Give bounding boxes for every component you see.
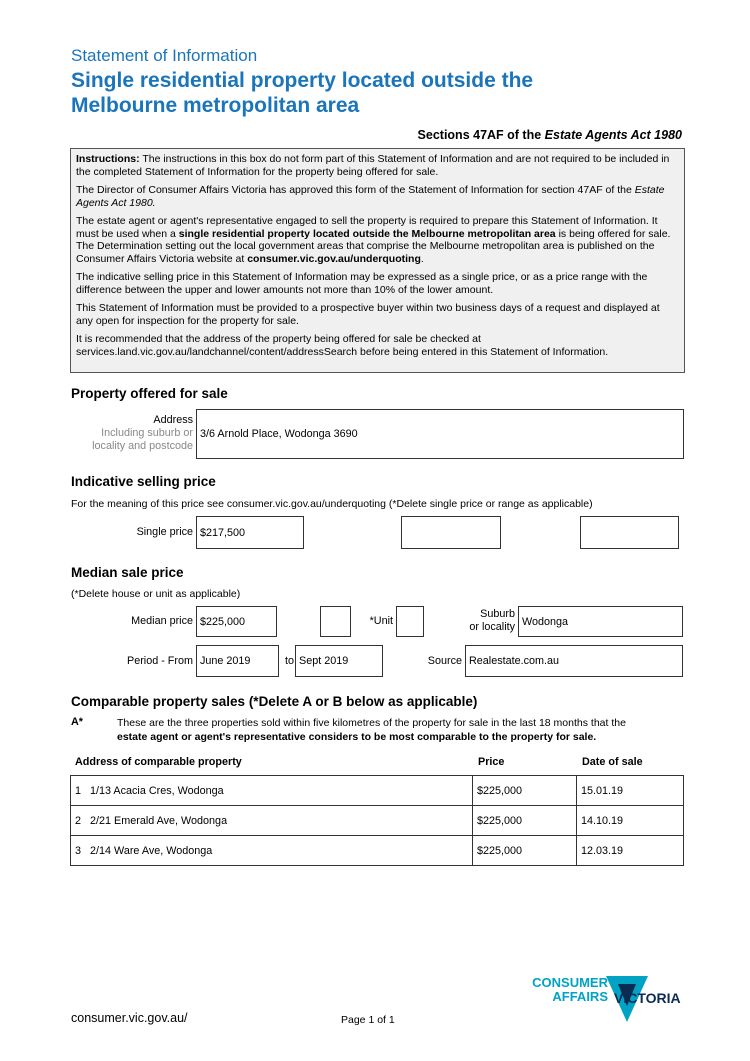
date-cell[interactable]: 12.03.19 [577,836,684,866]
col-date-header: Date of sale [582,756,643,768]
range-upper-field[interactable] [580,516,679,549]
row-number: 2 [75,814,82,827]
unit-label: *Unit [369,615,393,627]
median-note: (*Delete house or unit as applicable) [71,588,241,600]
address-cell[interactable] [71,836,473,866]
act-reference [418,128,682,142]
address-hint-2: locality and postcode [92,440,193,452]
address-label-block [80,414,193,453]
suburb-label [440,608,515,634]
instructions-p2 [76,184,679,209]
source-field[interactable]: Realestate.com.au [465,645,683,677]
row-number: 3 [75,844,82,857]
date-cell[interactable]: 14.10.19 [577,806,684,836]
logo-victoria: VICTORIA [614,990,681,1006]
source-label: Source [427,655,462,667]
period-from-field[interactable]: June 2019 [196,645,279,677]
price-cell[interactable]: $225,000 [473,806,577,836]
range-lower-field[interactable] [401,516,501,549]
instructions-act-italic: Estate Agents Act 1980. [76,184,665,209]
date-cell[interactable]: 15.01.19 [577,776,684,806]
indicative-note: For the meaning of this price see consumer.vic.gov.au/underquoting (*Delete single price or range as applicable) [71,498,593,510]
comparable-table [70,775,684,866]
address-cell[interactable] [71,776,473,806]
instructions-p4: The indicative selling price in this Statement of Information may be expressed as a single price, or as a price range with the difference between the upper and lower amounts not more than 10% of the lower amount. [76,271,648,296]
instructions-p6: It is recommended that the address of the property being offered for sale be checked at services.land.vic.gov.au/landchannel/content/addressSearch before being entered in this Statement of Information. [76,333,609,358]
address-cell[interactable] [71,806,473,836]
row-address: 2/14 Ware Ave, Wodonga [90,844,213,857]
comparable-heading: Comparable property sales (*Delete A or B below as applicable) [71,694,478,709]
col-address-header: Address of comparable property [75,756,242,768]
instructions-p3: The estate agent or agent's representative engaged to sell the property is required to prepare this Statement of Information. It must be used when a single residential property located outside the Melbourne metropolitan area is being offered for sale. The Determination setting out the local government areas that comprise the Melbourne metropolitan area is published on the Consumer Affairs Victoria website at consumer.vic.gov.au/underquoting. [76,215,671,265]
period-from-label: Period - From [127,655,193,667]
period-to-field[interactable]: Sept 2019 [295,645,383,677]
form-title [71,68,533,118]
instructions-text-2: The Director of Consumer Affairs Victoria has approved this form of the Statement of Information for section 47AF of the [76,184,632,196]
title-line-1: Single residential property located outside the [71,69,534,92]
col-price-header: Price [478,756,505,768]
instructions-box [70,148,685,373]
address-label: Address [153,414,193,426]
instructions-label: Instructions: [76,153,140,165]
logo-consumer: CONSUMER [532,975,608,990]
option-a-label: A* [71,716,83,728]
single-price-label: Single price [136,526,193,538]
suburb-label-1: Suburb [480,608,515,620]
property-heading: Property offered for sale [71,386,228,401]
logo-affairs: AFFAIRS [552,989,608,1004]
row-address: 2/21 Emerald Ave, Wodonga [90,814,228,827]
form-subtitle: Statement of Information [71,46,258,65]
price-cell[interactable]: $225,000 [473,776,577,806]
instructions-text-1: The instructions in this box do not form part of this Statement of Information and are not required to be included in the completed Statement of Information for the property being offered for sale. [76,153,670,178]
row-address: 1/13 Acacia Cres, Wodonga [90,784,224,797]
price-cell[interactable]: $225,000 [473,836,577,866]
indicative-heading: Indicative selling price [71,474,216,489]
underquoting-link[interactable]: consumer.vic.gov.au/underquoting [247,252,421,265]
median-price-field[interactable]: $225,000 [196,606,277,637]
median-price-label: Median price [131,615,193,627]
suburb-label-2: or locality [469,621,515,633]
title-line-2: Melbourne metropolitan area [71,94,360,117]
option-a-text [117,716,687,744]
instructions-text-3b: is being offered for sale. The Determination setting out the local government areas that comprise the Melbourne metropolitan area is published on the Consumer Affairs Victoria website at [76,227,671,265]
row-number: 1 [75,784,82,797]
house-checkbox[interactable] [320,606,351,637]
instructions-p5: This Statement of Information must be provided to a prospective buyer within two business days of a request and displayed at any open for inspection for the property for sale. [76,302,660,327]
table-row [71,836,684,866]
table-row [71,776,684,806]
table-row [71,806,684,836]
median-heading: Median sale price [71,565,184,580]
option-a-text-2: estate agent or agent's representative considers to be most comparable to the property for sale. [117,731,597,743]
footer-url[interactable]: consumer.vic.gov.au/ [71,1011,188,1025]
period-to-label: to [284,655,294,667]
unit-checkbox[interactable] [396,606,424,637]
instructions-text-3-bold: single residential property located outside the Melbourne metropolitan area [178,227,556,240]
consumer-affairs-victoria-logo [514,976,689,1026]
page-number: Page 1 of 1 [341,1014,395,1026]
single-price-field[interactable]: $217,500 [196,516,304,549]
instructions-p1 [76,153,679,178]
instructions-text-3a: The estate agent or agent's representative engaged to sell the property is required to prepare this Statement of Information. It must be used when a [76,215,658,240]
address-hint-1: Including suburb or [101,427,193,439]
act-name: Estate Agents Act 1980 [544,128,682,142]
suburb-field[interactable]: Wodonga [518,606,683,637]
address-field[interactable]: 3/6 Arnold Place, Wodonga 3690 [196,409,684,459]
option-a-text-1: These are the three properties sold within five kilometres of the property for sale in the last 18 months that the [117,717,626,729]
act-reference-prefix: Sections 47AF of the [417,128,542,142]
